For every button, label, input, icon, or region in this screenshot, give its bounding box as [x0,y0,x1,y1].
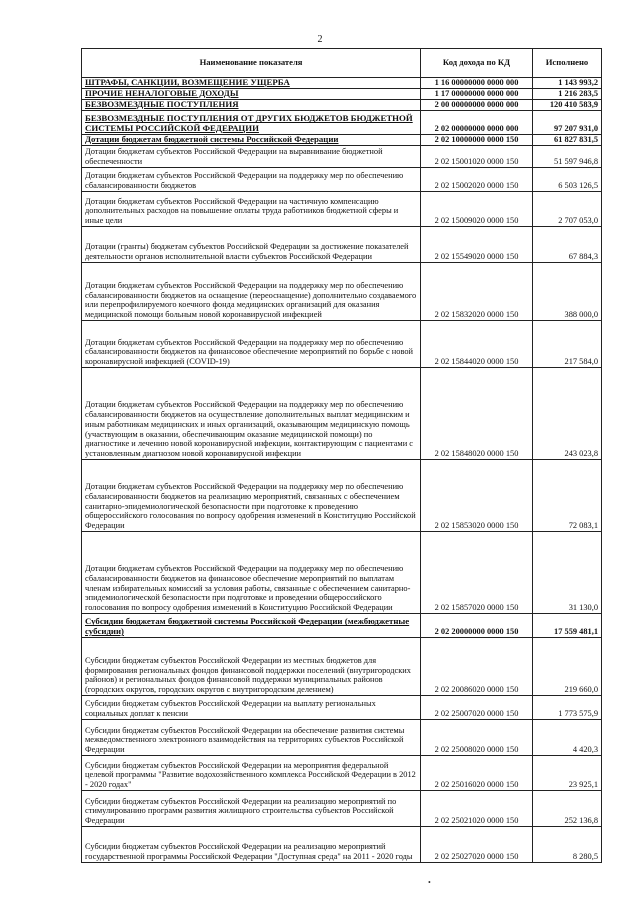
row-value-cell: 217 584,0 [533,321,602,368]
table-body [82,78,602,863]
column-header-value: Исполнено [533,49,602,78]
row-code-cell: 2 02 15848020 0000 150 [421,368,533,460]
table-row [82,638,602,696]
table-row [82,263,602,321]
table-row [82,168,602,192]
stray-mark: • [428,878,431,887]
row-value-cell: 1 216 283,5 [533,89,602,100]
row-value-cell: 61 827 831,5 [533,135,602,146]
row-name-cell: Дотации бюджетам субъектов Российской Федерации на выравнивание бюджетной обеспеченности [82,146,421,168]
row-name-cell: Субсидии бюджетам субъектов Российской Федерации на обеспечение развития системы межведомственного электронного взаимодействия на территориях субъектов Российской Федерации [82,720,421,756]
column-header-name: Наименование показателя [82,49,421,78]
row-name-cell: ШТРАФЫ, САНКЦИИ, ВОЗМЕЩЕНИЕ УЩЕРБА [82,78,421,89]
row-value-cell: 388 000,0 [533,263,602,321]
row-code-cell: 2 02 15009020 0000 150 [421,192,533,227]
row-name-cell: Дотации бюджетам субъектов Российской Федерации на поддержку мер по обеспечению сбалансированности бюджетов [82,168,421,192]
row-name-cell: Субсидии бюджетам бюджетной системы Российской Федерации (межбюджетные субсидии) [82,614,421,638]
table-row [82,720,602,756]
row-value-cell: 17 559 481,1 [533,614,602,638]
row-value-cell: 67 884,3 [533,227,602,263]
row-value-cell: 51 597 946,8 [533,146,602,168]
row-value-cell: 2 707 053,0 [533,192,602,227]
row-name-cell: Дотации бюджетам бюджетной системы Российской Федерации [82,135,421,146]
row-value-cell: 252 136,8 [533,791,602,827]
row-value-cell: 219 660,0 [533,638,602,696]
table-row [82,78,602,89]
row-name-cell: Субсидии бюджетам субъектов Российской Федерации на выплату региональных социальных доплат к пенсии [82,696,421,720]
row-code-cell: 1 16 00000000 0000 000 [421,78,533,89]
row-value-cell: 72 083,1 [533,460,602,532]
row-code-cell: 2 02 15857020 0000 150 [421,532,533,614]
table-row [82,614,602,638]
table-row [82,146,602,168]
row-name-cell: Дотации бюджетам субъектов Российской Федерации на частичную компенсацию дополнительных расходов на повышение оплаты труда работников бюджетной сферы и иные цели [82,192,421,227]
row-code-cell: 1 17 00000000 0000 000 [421,89,533,100]
row-name-cell: Субсидии бюджетам субъектов Российской Федерации на реализацию мероприятий по стимулированию программ развития жилищного строительства субъектов Российской Федерации [82,791,421,827]
table-row [82,791,602,827]
row-code-cell: 2 02 15853020 0000 150 [421,460,533,532]
table-header-row [82,49,602,78]
table-row [82,192,602,227]
row-code-cell: 2 02 25021020 0000 150 [421,791,533,827]
table-row [82,827,602,863]
row-code-cell: 2 02 15832020 0000 150 [421,263,533,321]
table-row [82,532,602,614]
row-name-cell: Дотации бюджетам субъектов Российской Федерации на поддержку мер по обеспечению сбалансированности бюджетов на финансовое обеспечение мероприятий по борьбе с новой коронавирусной инфекцией (COVID-19) [82,321,421,368]
table-row [82,368,602,460]
page-number: 2 [317,34,323,45]
row-name-cell: Субсидии бюджетам субъектов Российской Федерации из местных бюджетов для формирования региональных фондов финансовой поддержки поселений (внутригородских районов) и региональных фондов финансовой поддержки муниципальных районов (городских округов, городских округов с внутригородским делением) [82,638,421,696]
row-value-cell: 243 023,8 [533,368,602,460]
row-name-cell: Дотации бюджетам субъектов Российской Федерации на поддержку мер по обеспечению сбалансированности бюджетов на реализацию мероприятий, связанных с обеспечением санитарно-эпидемиологической безопасности при подготовке к проведению общероссийского голосования по вопросу одобрения изменений в Конституцию Российской Федерации [82,460,421,532]
row-value-cell: 1 773 575,9 [533,696,602,720]
table-row [82,111,602,135]
row-value-cell: 8 280,5 [533,827,602,863]
row-value-cell: 120 410 583,9 [533,100,602,111]
row-name-cell: БЕЗВОЗМЕЗДНЫЕ ПОСТУПЛЕНИЯ [82,100,421,111]
row-name-cell: Дотации бюджетам субъектов Российской Федерации на поддержку мер по обеспечению сбалансированности бюджетов на финансовое обеспечение мероприятий по выплатам членам избирательных комиссий за условия работы, связанные с обеспечением санитарно-эпидемиологической безопасности при подготовке и проведении общероссийского голосования по вопросу одобрения изменений в Конституцию Российской Федерации [82,532,421,614]
row-value-cell: 97 207 931,0 [533,111,602,135]
table-row [82,89,602,100]
row-value-cell: 6 503 126,5 [533,168,602,192]
table-row [82,460,602,532]
row-name-cell: Субсидии бюджетам субъектов Российской Федерации на реализацию мероприятий государственной программы Российской Федерации "Доступная среда" на 2011 - 2020 годы [82,827,421,863]
row-code-cell: 2 02 00000000 0000 000 [421,111,533,135]
column-header-code: Код дохода по КД [421,49,533,78]
revenue-table [81,48,602,863]
row-code-cell: 2 02 20000000 0000 150 [421,614,533,638]
row-code-cell: 2 02 15001020 0000 150 [421,146,533,168]
row-name-cell: Субсидии бюджетам субъектов Российской Федерации на мероприятия федеральной целевой программы "Развитие водохозяйственного комплекса Российской Федерации в 2012 - 2020 годах" [82,756,421,791]
row-name-cell: ПРОЧИЕ НЕНАЛОГОВЫЕ ДОХОДЫ [82,89,421,100]
row-code-cell: 2 00 00000000 0000 000 [421,100,533,111]
row-name-cell: Дотации бюджетам субъектов Российской Федерации на поддержку мер по обеспечению сбалансированности бюджетов на оснащение (переоснащение) дополнительно создаваемого или перепрофилируемого коечного фонда медицинских организаций для оказания медицинской помощи больным новой коронавирусной инфекцией [82,263,421,321]
table-row [82,100,602,111]
table-row [82,227,602,263]
row-value-cell: 4 420,3 [533,720,602,756]
row-name-cell: БЕЗВОЗМЕЗДНЫЕ ПОСТУПЛЕНИЯ ОТ ДРУГИХ БЮДЖЕТОВ БЮДЖЕТНОЙ СИСТЕМЫ РОССИЙСКОЙ ФЕДЕРАЦИИ [82,111,421,135]
table-row [82,696,602,720]
row-value-cell: 23 925,1 [533,756,602,791]
table-row [82,756,602,791]
row-code-cell: 2 02 15002020 0000 150 [421,168,533,192]
row-name-cell: Дотации бюджетам субъектов Российской Федерации на поддержку мер по обеспечению сбалансированности бюджетов на осуществление дополнительных выплат медицинским и иным работникам медицинских и иных организаций, оказывающим медицинскую помощь (участвующим в оказании, обеспечивающим оказание медицинской помощи) по диагностике и лечению новой коронавирусной инфекции, контактирующим с пациентами с установленным диагнозом новой коронавирусной инфекции [82,368,421,460]
row-code-cell: 2 02 25007020 0000 150 [421,696,533,720]
row-code-cell: 2 02 25008020 0000 150 [421,720,533,756]
row-code-cell: 2 02 15844020 0000 150 [421,321,533,368]
table-row [82,135,602,146]
row-value-cell: 31 130,0 [533,532,602,614]
row-value-cell: 1 143 993,2 [533,78,602,89]
table-row [82,321,602,368]
row-code-cell: 2 02 25027020 0000 150 [421,827,533,863]
row-code-cell: 2 02 20086020 0000 150 [421,638,533,696]
row-code-cell: 2 02 15549020 0000 150 [421,227,533,263]
row-code-cell: 2 02 10000000 0000 150 [421,135,533,146]
row-name-cell: Дотации (гранты) бюджетам субъектов Российской Федерации за достижение показателей деятельности органов исполнительной власти субъектов Российской Федерации [82,227,421,263]
row-code-cell: 2 02 25016020 0000 150 [421,756,533,791]
